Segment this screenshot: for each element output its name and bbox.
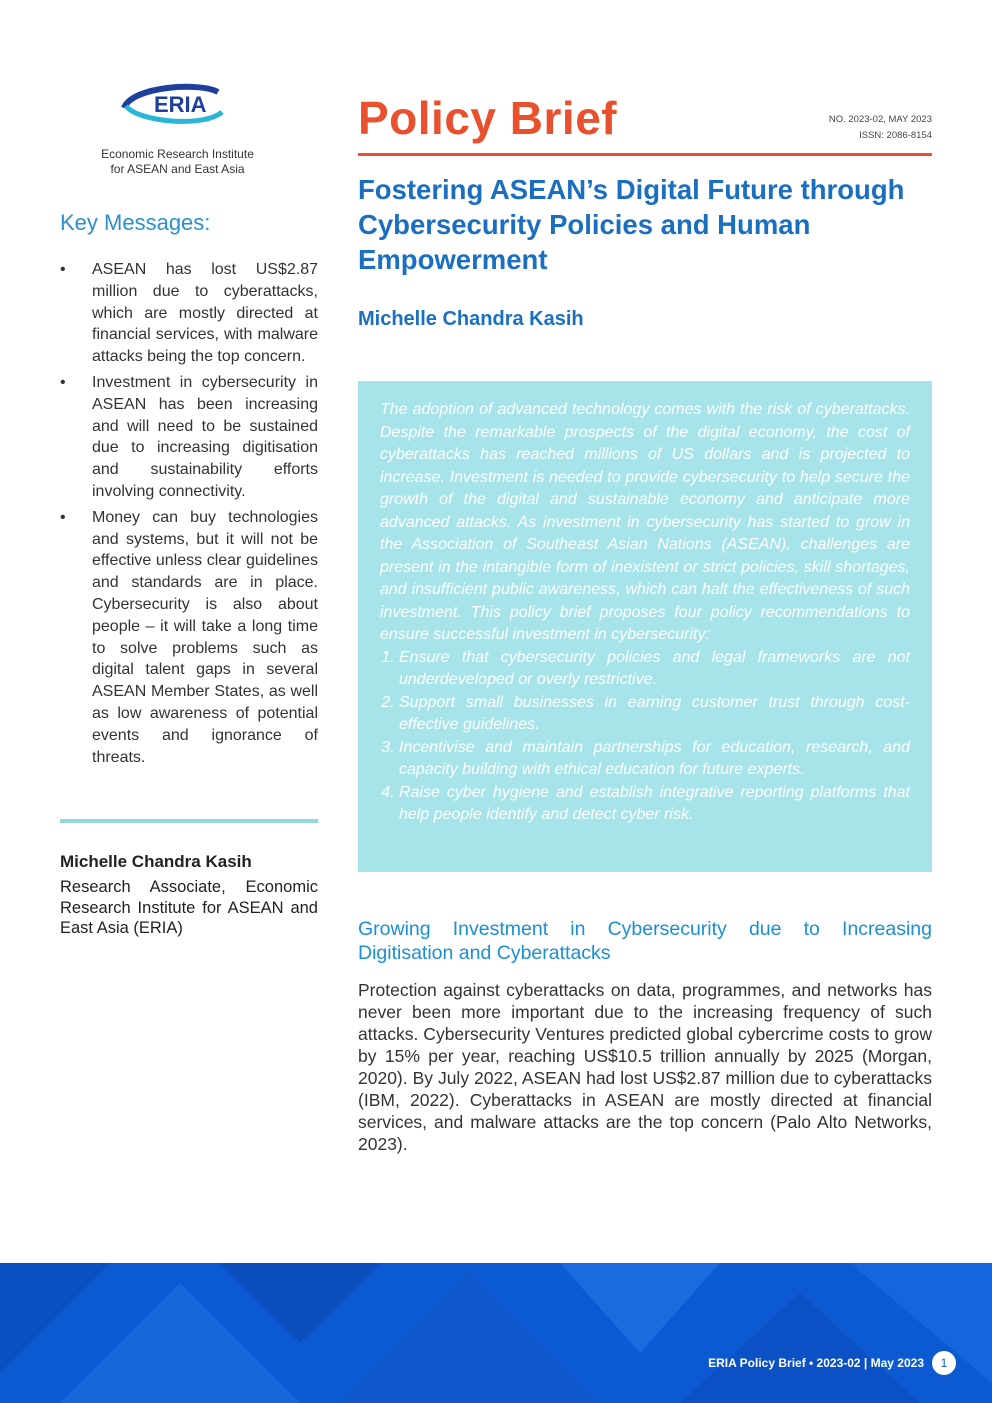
bullet-icon: •	[60, 373, 66, 391]
organization-line1: Economic Research Institute	[101, 147, 254, 161]
logo-text: ERIA	[154, 92, 207, 117]
issn: ISSN: 2086-8154	[859, 130, 932, 141]
recommendation-item: 1. Ensure that cybersecurity policies and legal frameworks are not underdeveloped or overly restrictive.	[399, 647, 910, 692]
recommendation-item: 4. Raise cyber hygiene and establish integrative reporting platforms that help people identify and detect cyber risk.	[399, 782, 910, 827]
key-messages-list	[60, 259, 318, 772]
author-byline: Michelle Chandra Kasih	[358, 308, 584, 330]
abstract-box	[358, 381, 932, 872]
author-affiliation: Research Associate, Economic Research Institute for ASEAN and East Asia (ERIA)	[60, 878, 318, 937]
organization-name	[80, 147, 275, 177]
recommendations-list	[380, 647, 910, 827]
header-divider	[358, 153, 932, 156]
key-message-item	[60, 507, 318, 769]
footer-caption: ERIA Policy Brief • 2023-02 | May 2023	[708, 1356, 924, 1370]
section-body: Protection against cyberattacks on data, programmes, and networks has never been more important due to the increasing frequency of such attacks. Cybersecurity Ventures predicted global cybercrime costs to grow by 15% per year, reaching US$10.5 trillion annually by 2025 (Morgan, 2020). By July 2022, ASEAN had lost US$2.87 million due to cyberattacks (IBM, 2022). Cyberattacks in ASEAN are mostly directed at financial services, and malware attacks are the top concern (Palo Alto Networks, 2023).	[358, 980, 932, 1154]
recommendation-item: 3. Incentivise and maintain partnerships for education, research, and capacity building with ethical education for future experts.	[399, 737, 910, 782]
document-title: Fostering ASEAN’s Digital Future through Cybersecurity Policies and Human Empowerment	[358, 174, 905, 275]
key-messages-heading: Key Messages:	[60, 210, 211, 235]
key-message-text: Money can buy technologies and systems, but it will not be effective unless clear guidelines and standards are in place. Cybersecurity is also about people – it will take a long time to solve problems such as digital talent gaps in several ASEAN Member States, as well as low awareness of potential events and ignorance of threats.	[92, 508, 318, 766]
key-message-text: ASEAN has lost US$2.87 million due to cyberattacks, which are mostly directed at financial services, with malware attacks being the top concern.	[92, 261, 318, 366]
footer-band	[0, 1263, 992, 1403]
section-heading: Growing Investment in Cybersecurity due to Increasing Digitisation and Cyberattacks	[358, 918, 932, 964]
policy-brief-label: Policy Brief	[358, 92, 618, 144]
footer-pattern	[0, 1263, 992, 1403]
publication-meta	[829, 112, 932, 144]
publication-number: NO. 2023-02, MAY 2023	[828, 114, 932, 125]
key-message-text: Investment in cybersecurity in ASEAN has been increasing and will need to be sustained due to increasing digitisation and sustainability efforts involving connectivity.	[92, 373, 318, 500]
page-number: 1	[932, 1351, 956, 1375]
key-message-item	[60, 372, 318, 503]
bullet-icon: •	[60, 508, 66, 526]
abstract-text: The adoption of advanced technology comes with the risk of cyberattacks. Despite the remarkable prospects of the digital economy, the cost of cyberattacks has reached millions of US dollars and is projected to increase. Investment is needed to provide cybersecurity to help secure the growth of the digital and sustainable economy and anticipate more advanced attacks. As investment in cybersecurity has started to grow in the Association of Southeast Asian Nations (ASEAN), challenges are present in the intangible form of inexistent or strict policies, skill shortages, and insufficient public awareness, which can halt the effectiveness of such investment. This policy brief proposes four policy recommendations to ensure successful investment in cybersecurity:	[380, 401, 910, 643]
key-messages-divider	[60, 819, 318, 823]
author-name: Michelle Chandra Kasih	[60, 852, 252, 871]
eria-logo	[118, 82, 240, 128]
organization-line2: for ASEAN and East Asia	[110, 162, 245, 176]
bullet-icon: •	[60, 261, 66, 278]
recommendation-item: 2. Support small businesses in earning customer trust through cost-effective guidelines.	[399, 692, 910, 737]
key-message-item	[60, 259, 318, 368]
